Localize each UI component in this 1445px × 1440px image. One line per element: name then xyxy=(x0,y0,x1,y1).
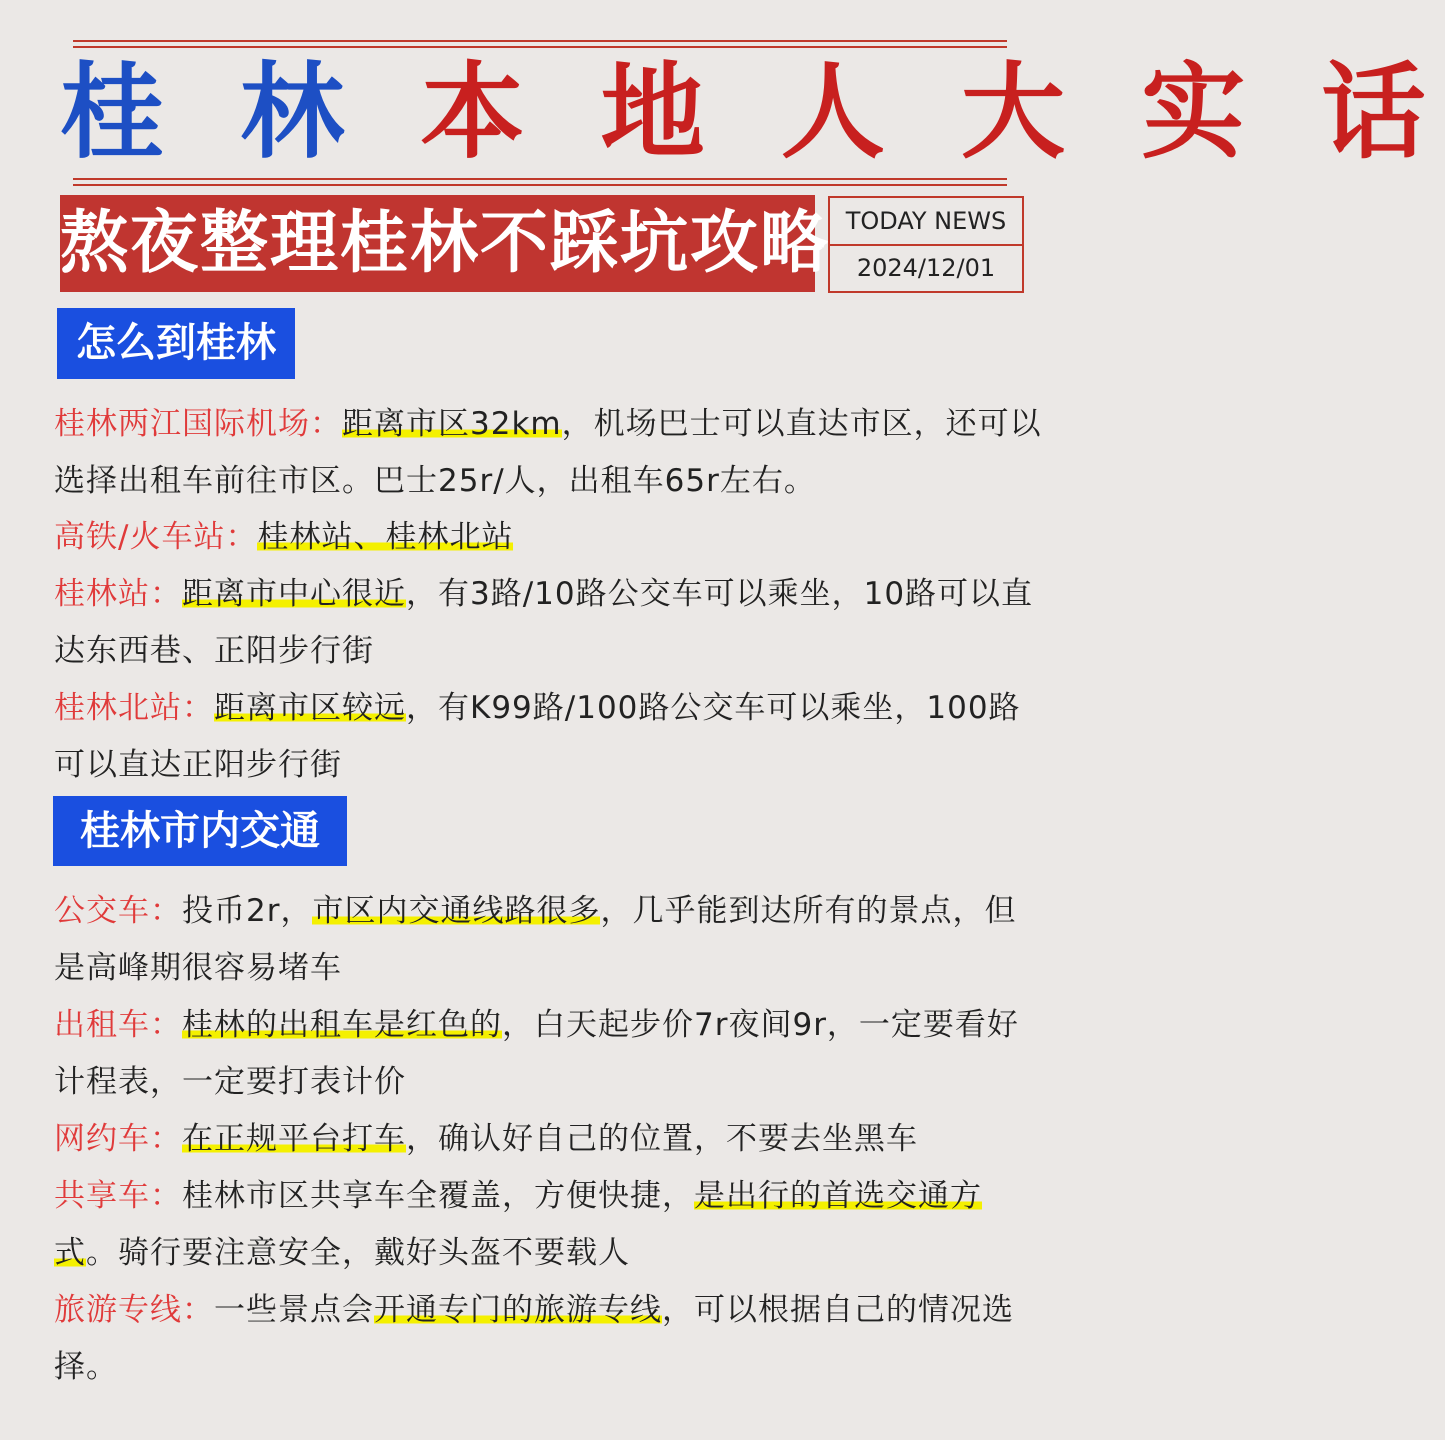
item-highlight: 是出行的首选交通方式 xyxy=(54,1178,982,1271)
item-taxi xyxy=(54,997,1044,1111)
item-text: ，白天起步价7r夜间9r，一定要看好计程表，一定要打表计价 xyxy=(54,1007,1019,1100)
news-box xyxy=(828,196,1024,293)
item-label: 高铁/火车站： xyxy=(54,519,258,555)
item-text: ，几乎能到达所有的景点，但是高峰期很容易堵车 xyxy=(54,893,1017,986)
item-highlight: 桂林站、桂林北站 xyxy=(257,519,514,555)
item-guilin-station xyxy=(54,566,1044,680)
item-label: 网约车： xyxy=(54,1121,182,1157)
item-highlight: 桂林的出租车是红色的 xyxy=(182,1007,502,1043)
item-text: ，有K99路/100路公交车可以乘坐，100路可以直达正阳步行街 xyxy=(54,690,1021,783)
top-rule-1 xyxy=(73,40,1007,42)
item-highlight: 在正规平台打车 xyxy=(182,1121,406,1157)
item-label: 公交车： xyxy=(54,893,182,929)
news-date: 2024/12/01 xyxy=(856,254,996,282)
item-ride-hailing xyxy=(54,1111,1044,1168)
item-highlight: 距离市区较远 xyxy=(214,690,406,726)
item-railway xyxy=(54,509,1044,566)
item-label: 出租车： xyxy=(54,1007,182,1043)
section-heading-city-transport: 桂林市内交通 xyxy=(53,796,347,866)
item-airport xyxy=(54,396,1044,510)
item-text: 。骑行要注意安全，戴好头盔不要载人 xyxy=(86,1235,630,1271)
item-highlight: 距离市区32km xyxy=(342,406,562,442)
item-highlight: 距离市中心很近 xyxy=(182,576,406,612)
item-label: 共享车： xyxy=(54,1178,182,1214)
item-shared-bike xyxy=(54,1168,1044,1282)
mid-rule-1 xyxy=(73,178,1007,180)
news-label: TODAY NEWS xyxy=(830,198,1022,246)
top-rule-2 xyxy=(73,46,1007,48)
section-heading-arrival: 怎么到桂林 xyxy=(57,308,295,379)
item-pre: 桂林市区共享车全覆盖，方便快捷， xyxy=(182,1178,694,1214)
page-title xyxy=(60,51,1445,173)
item-label: 桂林两江国际机场： xyxy=(54,406,342,442)
title-tagline: 本 地 人 大 实 话 xyxy=(420,51,1445,173)
mid-rule-2 xyxy=(73,184,1007,186)
item-guilin-north-station xyxy=(54,680,1044,794)
item-text: ，可以根据自己的情况选择。 xyxy=(54,1292,1014,1385)
item-label: 桂林站： xyxy=(54,576,182,612)
item-text: ，确认好自己的位置，不要去坐黑车 xyxy=(406,1121,918,1157)
item-highlight: 市区内交通线路很多 xyxy=(312,893,601,929)
item-label: 旅游专线： xyxy=(54,1292,214,1328)
item-text: ，有3路/10路公交车可以乘坐，10路可以直达东西巷、正阳步行街 xyxy=(54,576,1034,669)
title-city: 桂 林 xyxy=(60,51,421,173)
item-bus xyxy=(54,883,1044,997)
subtitle-banner: 熬夜整理桂林不踩坑攻略 xyxy=(60,195,815,292)
item-pre: 一些景点会 xyxy=(214,1292,374,1328)
item-pre: 投币2r， xyxy=(182,893,313,929)
item-text: ，机场巴士可以直达市区，还可以选择出租车前往市区。巴士25r/人，出租车65r左右。 xyxy=(54,406,1042,499)
item-tourist-line xyxy=(54,1282,1044,1396)
item-label: 桂林北站： xyxy=(54,690,214,726)
item-highlight: 开通专门的旅游专线 xyxy=(374,1292,662,1328)
